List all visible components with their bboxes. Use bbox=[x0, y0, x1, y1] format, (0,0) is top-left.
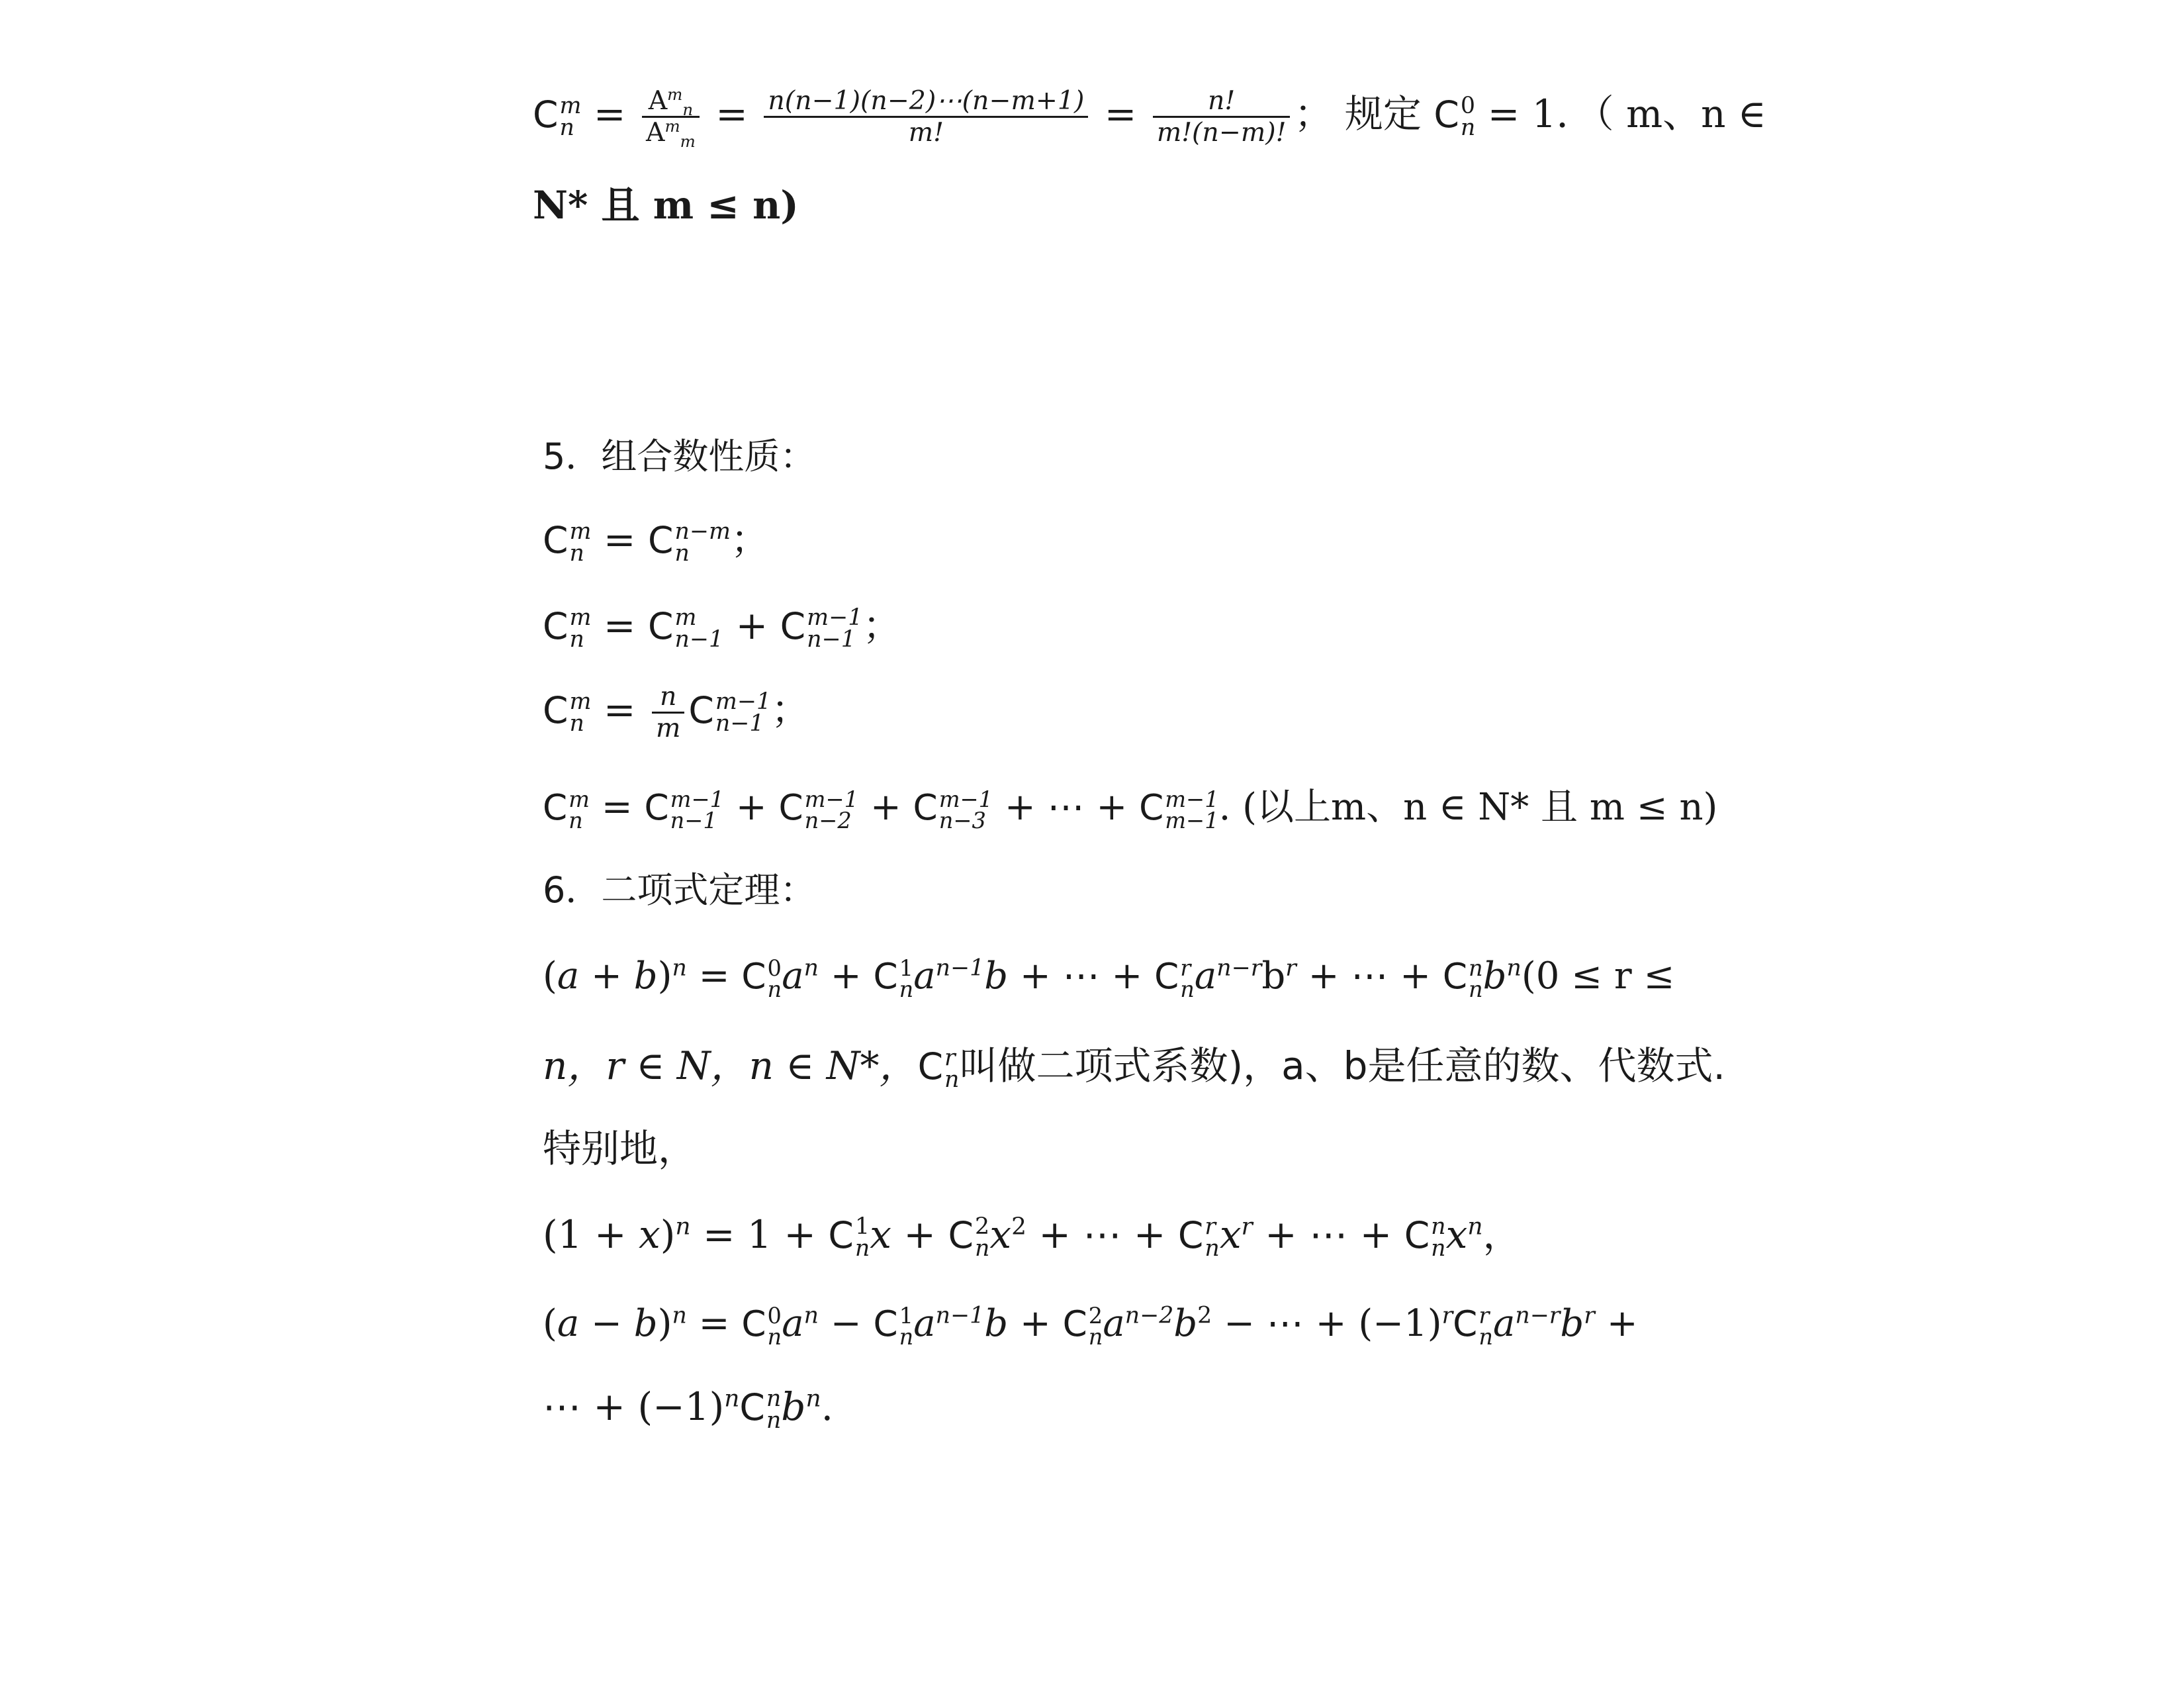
section-heading-6: 6．二项式定理： bbox=[543, 869, 816, 911]
property-3: C m n = $\frac{n}{m}$ C m−1 n−1 ； bbox=[543, 681, 810, 744]
formula-combination-definition: C m n = $\frac{A^m_n}{A^m_m}$ = $\frac{n(n-1)(n-2)\cdots(n-m+1)}{m!}$ = $\frac{n!}{m!(n-m)!}$ ； 规定 C 0 n = 1．（ m、n ∈ bbox=[533, 84, 1766, 152]
special-2-end: + bbox=[1606, 1302, 1638, 1345]
property-1: C m n = C n−m n ； bbox=[543, 517, 770, 567]
property-3-end: ； bbox=[771, 686, 810, 732]
special-case-label: 特别地， bbox=[543, 1126, 697, 1171]
rule-value: = 1．（ m、n ∈ bbox=[1487, 91, 1766, 136]
binomial-special-2-cont: ⋯ + $(-1)^nC$ n n $b^n$. bbox=[543, 1384, 834, 1434]
property-1-end: ； bbox=[731, 517, 770, 562]
condition-text: N* 且 m ≤ n) bbox=[533, 183, 799, 228]
separator: ； bbox=[1294, 91, 1333, 136]
special-2-cont-end: . bbox=[821, 1384, 834, 1429]
formula-condition bbox=[533, 179, 799, 232]
special-1-end: ， bbox=[1482, 1212, 1522, 1257]
binomial-special-1: $(1 + x)^n = 1 + C$ 1 n x + C 2 n $x^2$ + ⋯ + C r n $x^r$ + ⋯ + C n n $x^n$， bbox=[543, 1212, 1522, 1262]
binomial-coefficient-note: 叫做二项式系数)，a、b是任意的数、代数式. bbox=[959, 1043, 1725, 1088]
property-4: C m n = C m−1 n−1 + C m−1 n−2 + C m−1 n−3 + ⋯ + C m−1 m−1 . (以上m、n ∈ N* 且 m ≤ n) bbox=[543, 786, 1718, 833]
binomial-special-2: $(a - b)^n = C$ 0 n $a^n - C$ 1 n $a^{n-1}b + C$ 2 n $a^{n-2}b^2$ − ⋯ + $(-1)^rC$ r n $a^{n-r}b^r$ + bbox=[543, 1302, 1638, 1350]
binomial-theorem: $(a + b)^n = C$ 0 n $a^n + C$ 1 n $a^{n-1}b$ + ⋯ + C r n $a^{n-r}b^r$ + ⋯ + C n n $b^n(0 \le r$ ≤ bbox=[543, 955, 1675, 1002]
property-2-end: ； bbox=[862, 603, 901, 648]
property-2: C m n = C m n−1 + C m−1 n−1 ； bbox=[543, 603, 901, 653]
section-heading-5: 5．组合数性质： bbox=[543, 436, 816, 477]
property-4-tail: . (以上m、n ∈ N* 且 m ≤ n) bbox=[1218, 786, 1718, 829]
binomial-range: (0 ≤ r ≤ bbox=[1521, 955, 1675, 998]
rule-label: 规定 bbox=[1344, 91, 1422, 136]
binomial-conditions-text: n，r ∈ N，n ∈ N*， bbox=[543, 1043, 918, 1088]
binomial-conditions: n，r ∈ N，n ∈ N*，C r n 叫做二项式系数)，a、b是任意的数、代数式. bbox=[543, 1043, 1725, 1093]
